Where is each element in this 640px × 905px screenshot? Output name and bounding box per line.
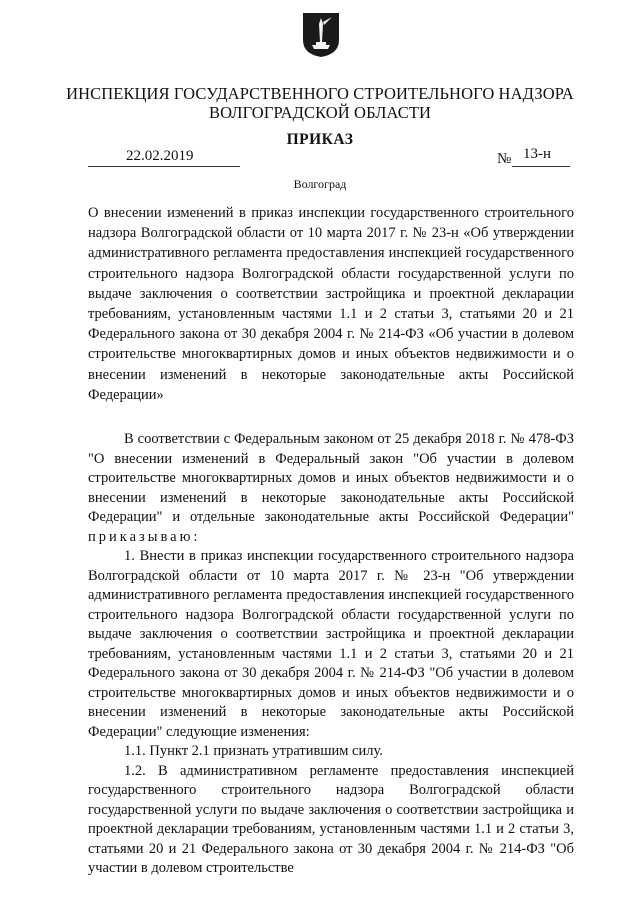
- item-1-2-paragraph: 1.2. В административном регламенте предоставления инспекцией государственного строительного надзора Волгоградской области государственной услуги по выдаче заключения о соответствии застройщика и проектной декларации требованиям, установленным частями 1.1 и 2 статьи 3, статьями 20 и 21 Федерального закона от 30 декабря 2004 г. № 214-ФЗ "Об участии в долевом строительстве: [88, 762, 574, 876]
- item-1-1-paragraph: 1.1. Пункт 2.1 признать утратившим силу.: [124, 743, 383, 759]
- document-subject: О внесении изменений в приказ инспекции государственного строительного надзора Волгоградской области от 10 марта 2017 г. № 23-н «Об утверждении административного регламента предоставления инспекцией государственного строительного надзора Волгоградской области государственной услуги по выдаче заключения о соответствии застройщика и проектной декларации требованиям, установленным частями 1.1 и 2 статьи 3, статьями 20 и 21 Федерального закона от 30 декабря 2004 г. № 214-ФЗ «Об участии в долевом строительстве многоквартирных домов и иных объектов недвижимости и о внесении изменений в некоторые законодательные акты Российской Федерации»: [88, 205, 574, 403]
- number-underline: [512, 166, 570, 167]
- coat-of-arms-icon: [302, 12, 340, 58]
- organization-name-line1: ИНСПЕКЦИЯ ГОСУДАРСТВЕННОГО СТРОИТЕЛЬНОГО НАДЗОРА: [66, 84, 574, 103]
- preamble-paragraph: [88, 430, 574, 547]
- date-underline: [88, 166, 240, 167]
- organization-name-line2: ВОЛГОГРАДСКОЙ ОБЛАСТИ: [208, 103, 432, 122]
- preamble-text: В соответствии с Федеральным законом от 25 декабря 2018 г. № 478-ФЗ "О внесении изменений в Федеральный закон "Об участии в долевом строительстве многоквартирных домов и иных объектов недвижимости и о внесении изменений в некоторые законодательные акты Российской Федерации" и отдельные законодательные акты Российской Федерации": [88, 431, 574, 525]
- document-city: Волгоград: [293, 177, 347, 191]
- document-number: 13-н: [523, 146, 552, 162]
- document-date: 22.02.2019: [126, 148, 194, 164]
- document-type: ПРИКАЗ: [286, 131, 354, 148]
- item-1-paragraph: 1. Внести в приказ инспекции государственного строительного надзора Волгоградской области от 10 марта 2017 г. № 23-н "Об утверждении административного регламента предоставления инспекцией государственного строительного надзора Волгоградской области государственной услуги по выдаче заключения о соответствии застройщика и проектной декларации требованиям, установленным частями 1.1 и 2 статьи 3, статьями 20 и 21 Федерального закона от 30 декабря 2004 г. № 214-ФЗ "Об участии в долевом строительстве многоквартирных домов и иных объектов недвижимости и о внесении изменений в некоторые законодательные акты Российской Федерации" следующие изменения:: [88, 548, 574, 740]
- order-word: приказываю:: [88, 528, 201, 545]
- number-label: №: [497, 151, 512, 167]
- document-body: [88, 430, 574, 879]
